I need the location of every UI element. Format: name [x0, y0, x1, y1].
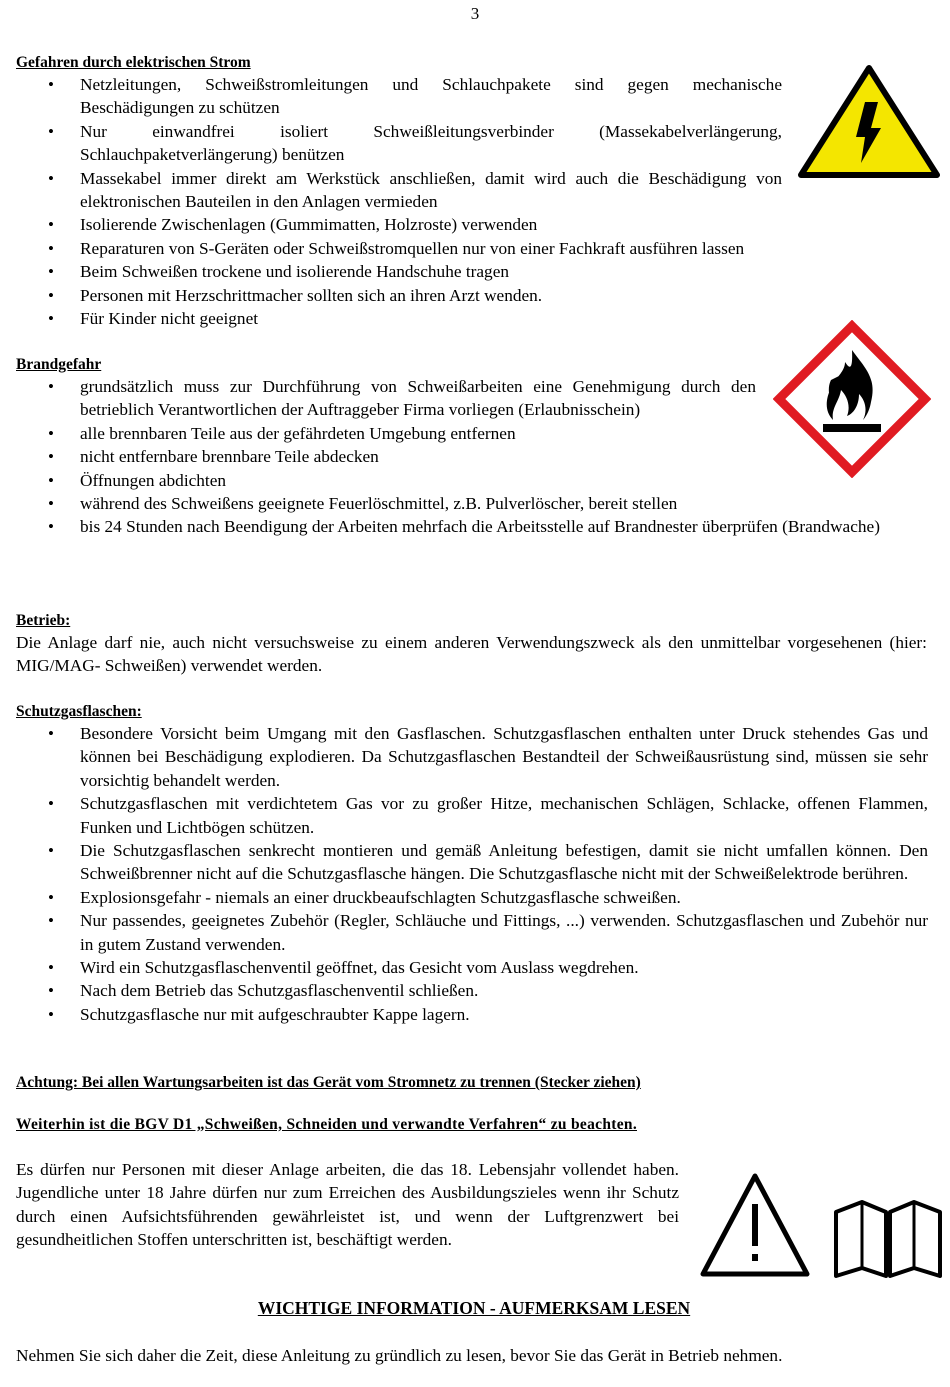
list-item: • Schutzgasflasche nur mit aufgeschraubter Kappe lagern.: [16, 1003, 928, 1026]
list-item: • alle brennbaren Teile aus der gefährdeten Umgebung entfernen: [16, 422, 928, 445]
age-restriction-paragraph: Es dürfen nur Personen mit dieser Anlage arbeiten, die das 18. Lebensjahr vollendet haben. Jugendliche unter 18 Jahre dürfen nur zum Erreichen des Ausbildungszieles wenn ihr Schutz durch einen Aufsichtsführenden gewährleistet ist, und wenn der Luftgrenzwert bei gesundheitlichen Stoffen unterschritten ist, beschäftigt werden.: [16, 1160, 679, 1250]
list-item: • Beim Schweißen trockene und isolierende Handschuhe tragen: [16, 260, 856, 283]
list-item: • Netzleitungen, Schweißstromleitungen und Schlauchpakete sind gegen mechanische Beschädigungen zu schützen: [16, 73, 782, 120]
electric-hazard-list: [16, 73, 856, 330]
gas-cylinder-list: [16, 722, 928, 1026]
list-item: • Personen mit Herzschrittmacher sollten sich an ihren Arzt wenden.: [16, 284, 856, 307]
list-item: • grundsätzlich muss zur Durchführung von Schweißarbeiten eine Genehmigung durch den betrieblich Verantwortlichen der Auftraggeber Firma vorliegen (Erlaubnisschein): [16, 375, 756, 422]
list-item: • Isolierende Zwischenlagen (Gummimatten, Holzroste) verwenden: [16, 213, 856, 236]
section-heading-fire: Brandgefahr: [16, 356, 102, 373]
read-manual-icon: [832, 1198, 944, 1280]
important-info-title: WICHTIGE INFORMATION - AUFMERKSAM LESEN: [257, 1298, 691, 1318]
list-item: • während des Schweißens geeignete Feuerlöschmittel, z.B. Pulverlöscher, bereit stellen: [16, 492, 928, 515]
operation-paragraph: Die Anlage darf nie, auch nicht versuchsweise zu einem anderen Verwendungszweck als den unmittelbar vorgesehenen (hier: MIG/MAG- Schweißen) verwendet werden.: [16, 633, 927, 676]
maintenance-warning: Achtung: Bei allen Wartungsarbeiten ist das Gerät vom Stromnetz zu trennen (Stecker ziehen): [16, 1074, 641, 1091]
flammable-hazard-icon: [773, 320, 931, 478]
list-item: • Besondere Vorsicht beim Umgang mit den Gasflaschen. Schutzgasflaschen enthalten unter Druck stehendes Gas und können bei Beschädigung explodieren. Da Schutzgasflaschen Bestandteil der Schweißausrüstung sind, müssen sie sehr vorsichtig behandelt werden.: [16, 722, 928, 792]
list-item: • Nur passendes, geeignetes Zubehör (Regler, Schläuche und Fittings, ...) verwenden. Schutzgasflaschen und Zubehör nur in gutem Zustand verwenden.: [16, 909, 928, 956]
list-item: • Nach dem Betrieb das Schutzgasflaschenventil schließen.: [16, 979, 928, 1002]
section-heading-gas-cylinders: Schutzgasflaschen:: [16, 703, 142, 720]
list-item: • bis 24 Stunden nach Beendigung der Arbeiten mehrfach die Arbeitsstelle auf Brandnester überprüfen (Brandwache): [16, 515, 928, 538]
list-item: • Öffnungen abdichten: [16, 469, 928, 492]
list-item: • Wird ein Schutzgasflaschenventil geöffnet, das Gesicht vom Auslass wegdrehen.: [16, 956, 928, 979]
list-item: • Die Schutzgasflaschen senkrecht montieren und gemäß Anleitung befestigen, damit sie nicht umfallen können. Den Schweißbrenner nicht auf die Schutzgasflasche hängen. Die Schutzgasflasche nicht mit der Schweißelektrode berühren.: [16, 839, 928, 886]
list-item: • Für Kinder nicht geeignet: [16, 307, 856, 330]
high-voltage-warning-icon: [795, 62, 943, 180]
important-info-text: Nehmen Sie sich daher die Zeit, diese Anleitung zu gründlich zu lesen, bevor Sie das Gerät in Betrieb nehmen.: [16, 1346, 783, 1365]
list-item: • Nur einwandfrei isoliert Schweißleitungsverbinder (Massekabelverlängerung, Schlauchpaketverlängerung) benützen: [16, 120, 782, 167]
list-item: • Reparaturen von S-Geräten oder Schweißstromquellen nur von einer Fachkraft ausführen lassen: [16, 237, 856, 260]
list-item: • Schutzgasflaschen mit verdichtetem Gas vor zu großer Hitze, mechanischen Schlägen, Schlacke, offenen Flammen, Funken und Lichtbögen schützen.: [16, 792, 928, 839]
bgv-notice: Weiterhin ist die BGV D1 „Schweißen, Schneiden und verwandte Verfahren“ zu beachten.: [16, 1116, 637, 1133]
list-item: • Explosionsgefahr - niemals an einer druckbeaufschlagten Schutzgasflasche schweißen.: [16, 886, 928, 909]
page-number: 3: [470, 4, 480, 23]
list-item: • Massekabel immer direkt am Werkstück anschließen, damit wird auch die Beschädigung von elektronischen Bauteilen in den Anlagen vermieden: [16, 167, 782, 214]
list-item: • nicht entfernbare brennbare Teile abdecken: [16, 445, 928, 468]
section-heading-operation: Betrieb:: [16, 612, 71, 629]
general-warning-icon: [698, 1170, 812, 1280]
section-heading-electric: Gefahren durch elektrischen Strom: [16, 54, 251, 71]
